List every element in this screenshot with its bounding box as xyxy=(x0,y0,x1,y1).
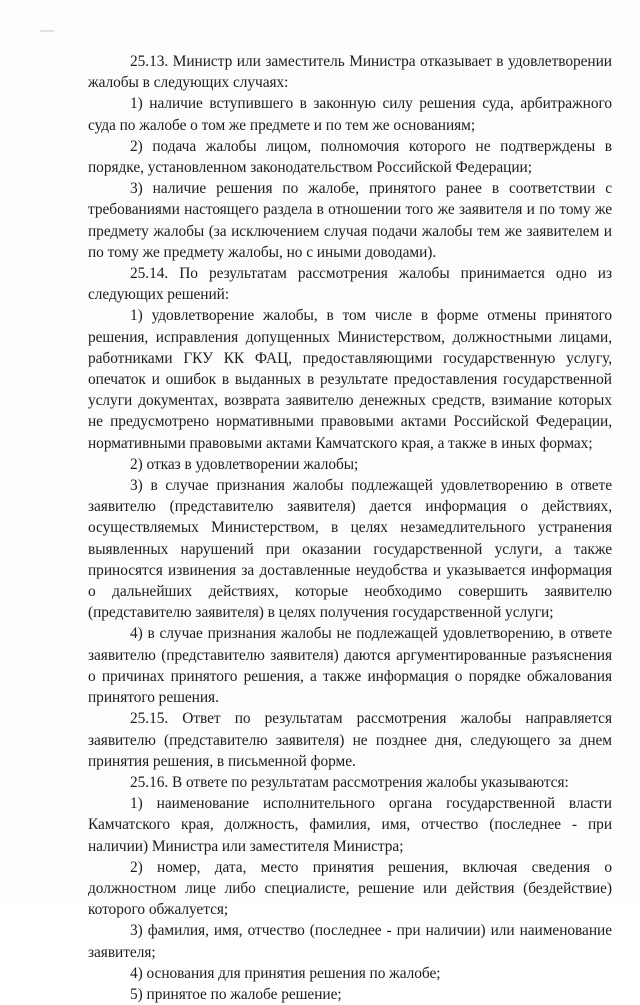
list-item-25-13-1: 1) наличие вступившего в законную силу решения суда, арбитражного суда по жалобе о том же предмете и по тем же основаниям; xyxy=(88,95,612,134)
list-item-25-16-5: 5) принятое по жалобе решение; xyxy=(130,985,342,1003)
list-item-25-16-2: 2) номер, дата, место принятия решения, включая сведения о должностном лице либо специалисте, решение или действия (бездействие) которого обжалуется; xyxy=(88,858,612,919)
paragraph-25-15: 25.15. Ответ по результатам рассмотрения жалобы направляется заявителю (представителю заявителя) не позднее дня, следующего за днем принятия решения, в письменной форме. xyxy=(88,710,612,770)
paragraph-25-13: 25.13. Министр или заместитель Министра отказывает в удовлетворении жалобы в следующих случаях: xyxy=(88,53,612,92)
document-body xyxy=(88,51,612,1005)
scan-artifact xyxy=(40,30,54,32)
list-item-25-16-1: 1) наименование исполнительного органа государственной власти Камчатского края, должность, фамилия, имя, отчество (последнее - при наличии) Министра или заместителя Министра; xyxy=(88,795,612,855)
list-item-25-14-3: 3) в случае признания жалобы подлежащей удовлетворению в ответе заявителю (представителю заявителя) дается информация о действиях, осуществляемых Министерством, в целях незамедлительного устранения выявленных нарушений при оказании государственной услуги, а также приносятся извинения за доставленные неудобства и указывается информация о дальнейших действиях, которые необходимо совершить заявителю (представителю заявителя) в целях получения государственной услуги; xyxy=(88,477,612,622)
paragraph-25-16: 25.16. В ответе по результатам рассмотрения жалобы указываются: xyxy=(130,773,569,791)
list-item-25-14-4: 4) в случае признания жалобы не подлежащей удовлетворению, в ответе заявителю (представителю заявителя) даются аргументированные разъяснения о причинах принятого решения, а также информация о порядке обжалования принятого решения. xyxy=(88,625,612,707)
list-item-25-14-1: 1) удовлетворение жалобы, в том числе в форме отмены принятого решения, исправления допущенных Министерством, должностными лицами, работниками ГКУ КК ФАЦ, предоставляющими государственную услугу, опечаток и ошибок в выданных в результате предоставления государственной услуги документах, возврата заявителю денежных средств, взимание которых не предусмотрено нормативными правовыми актами Российской Федерации, нормативными правовыми актами Камчатского края, а также в иных формах; xyxy=(88,307,612,452)
list-item-25-14-2: 2) отказ в удовлетворении жалобы; xyxy=(130,455,359,473)
list-item-25-13-2: 2) подача жалобы лицом, полномочия которого не подтверждены в порядке, установленном законодательством Российской Федерации; xyxy=(88,137,612,177)
list-item-25-13-3: 3) наличие решения по жалобе, принятого ранее в соответствии с требованиями настоящего раздела в отношении того же заявителя и по тому же предмету жалобы (за исключением случая подачи жалобы тем же заявителем и по тому же предмету жалобы, но с иными доводами). xyxy=(88,180,612,261)
list-item-25-16-3: 3) фамилия, имя, отчество (последнее - при наличии) или наименование заявителя; xyxy=(88,922,612,961)
list-item-25-16-4: 4) основания для принятия решения по жалобе; xyxy=(130,964,441,982)
paragraph-25-14: 25.14. По результатам рассмотрения жалобы принимается одно из следующих решений: xyxy=(88,265,612,304)
